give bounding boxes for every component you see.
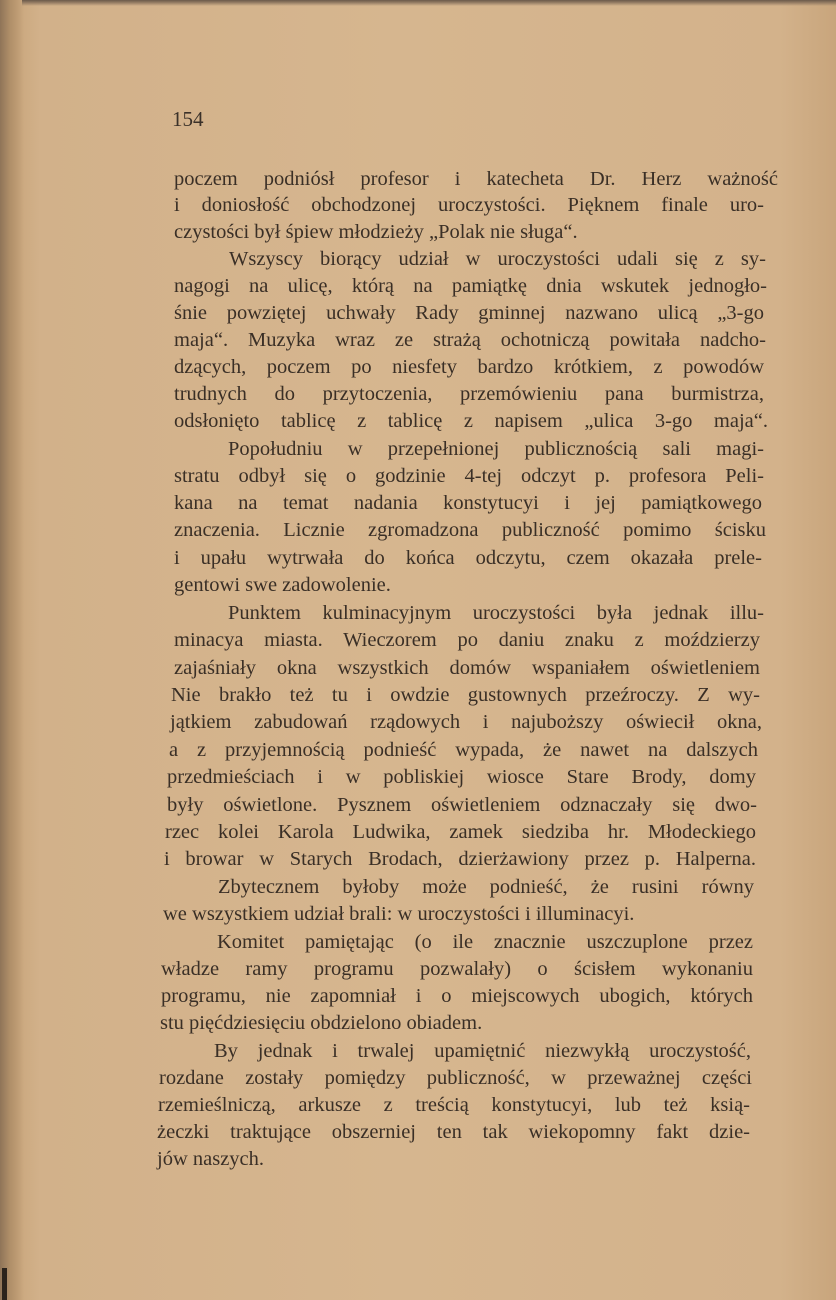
text-line: odsłonięto tablicę z tablicę z napisem „ulica 3-go maja“. <box>174 410 768 432</box>
text-line: Wszyscy biorący udział w uroczystości udali się z sy- <box>229 248 766 270</box>
text-line: rozdane zostały pomiędzy publiczność, w przeważnej części <box>159 1067 752 1089</box>
text-line: jów naszych. <box>157 1148 265 1170</box>
text-line: By jednak i trwalej upamiętnić niezwykłą uroczystość, <box>214 1040 751 1062</box>
text-line: rzemieślniczą, arkusze z treścią konstytucyi, lub też ksią- <box>158 1094 750 1116</box>
text-line: nagogi na ulicę, którą na pamiątkę dnia wskutek jednogło- <box>174 275 767 297</box>
text-line: Punktem kulminacyjnym uroczystości była jednak illu- <box>228 602 764 624</box>
text-line: śnie powziętej uchwały Rady gminnej nazwano ulicą „3-go <box>174 302 764 324</box>
text-line: kana na temat nadania konstytucyi i jej pamiątkowego <box>174 492 762 514</box>
text-line: gentowi swe zadowolenie. <box>174 574 391 596</box>
text-line: znaczenia. Licznie zgromadzona publiczność pomimo ścisku <box>174 519 766 541</box>
text-line: zajaśniały okna wszystkich domów wspaniałem oświetleniem <box>174 657 760 679</box>
page-number: 154 <box>172 107 204 131</box>
text-line: żeczki traktujące obszerniej ten tak wiekopomny fakt dzie- <box>157 1121 750 1143</box>
text-line: rzec kolei Karola Ludwika, zamek siedziba hr. Młodeckiego <box>165 821 756 843</box>
text-line: we wszystkiem udział brali: w uroczystości i illuminacyi. <box>163 903 635 925</box>
text-line: przedmieściach i w pobliskiej wiosce Stare Brody, domy <box>167 766 756 788</box>
text-line: władze ramy programu pozwalały) o ścisłem wykonaniu <box>161 958 753 980</box>
text-line: poczem podniósł profesor i katecheta Dr. Herz ważność <box>174 168 778 190</box>
text-line: dzących, poczem po niesfety bardzo krótkiem, z powodów <box>174 356 764 378</box>
text-line: czystości był śpiew młodzieży „Polak nie sługa“. <box>174 221 578 243</box>
text-line: stratu odbył się o godzinie 4-tej odczyt p. profesora Peli- <box>174 465 764 487</box>
text-line: i upału wytrwała do końca odczytu, czem okazała prele- <box>174 547 762 569</box>
text-line: stu pięćdziesięciu obdzielono obiadem. <box>160 1012 483 1034</box>
text-line: Popołudniu w przepełnionej publicznością sali magi- <box>228 438 764 460</box>
text-line: a z przyjemnością podnieść wypada, że nawet na dalszych <box>169 739 758 761</box>
text-line: Nie brakło też tu i owdzie gustownych przeźroczy. Z wy- <box>171 684 760 706</box>
text-line: Zbytecznem byłoby może podnieść, że rusini równy <box>218 876 754 898</box>
text-line: trudnych do przytoczenia, przemówieniu pana burmistrza, <box>174 383 764 405</box>
text-line: maja“. Muzyka wraz ze strażą ochotniczą powitała nadcho- <box>174 329 766 351</box>
text-line: minacya miasta. Wieczorem po daniu znaku z moździerzy <box>174 629 760 651</box>
text-line: i browar w Starych Brodach, dzierżawiony przez p. Halperna. <box>164 848 756 870</box>
text-line: Komitet pamiętając (o ile znacznie uszczuplone przez <box>217 931 753 953</box>
text-line: programu, nie zapomniał i o miejscowych ubogich, których <box>161 985 753 1007</box>
text-line: jątkiem zabudowań rządowych i najuboższy oświecił okna, <box>170 711 762 733</box>
text-line: i doniosłość obchodzonej uroczystości. Pięknem finale uro- <box>174 194 764 216</box>
text-line: były oświetlone. Pysznem oświetleniem odznaczały się dwo- <box>167 794 757 816</box>
